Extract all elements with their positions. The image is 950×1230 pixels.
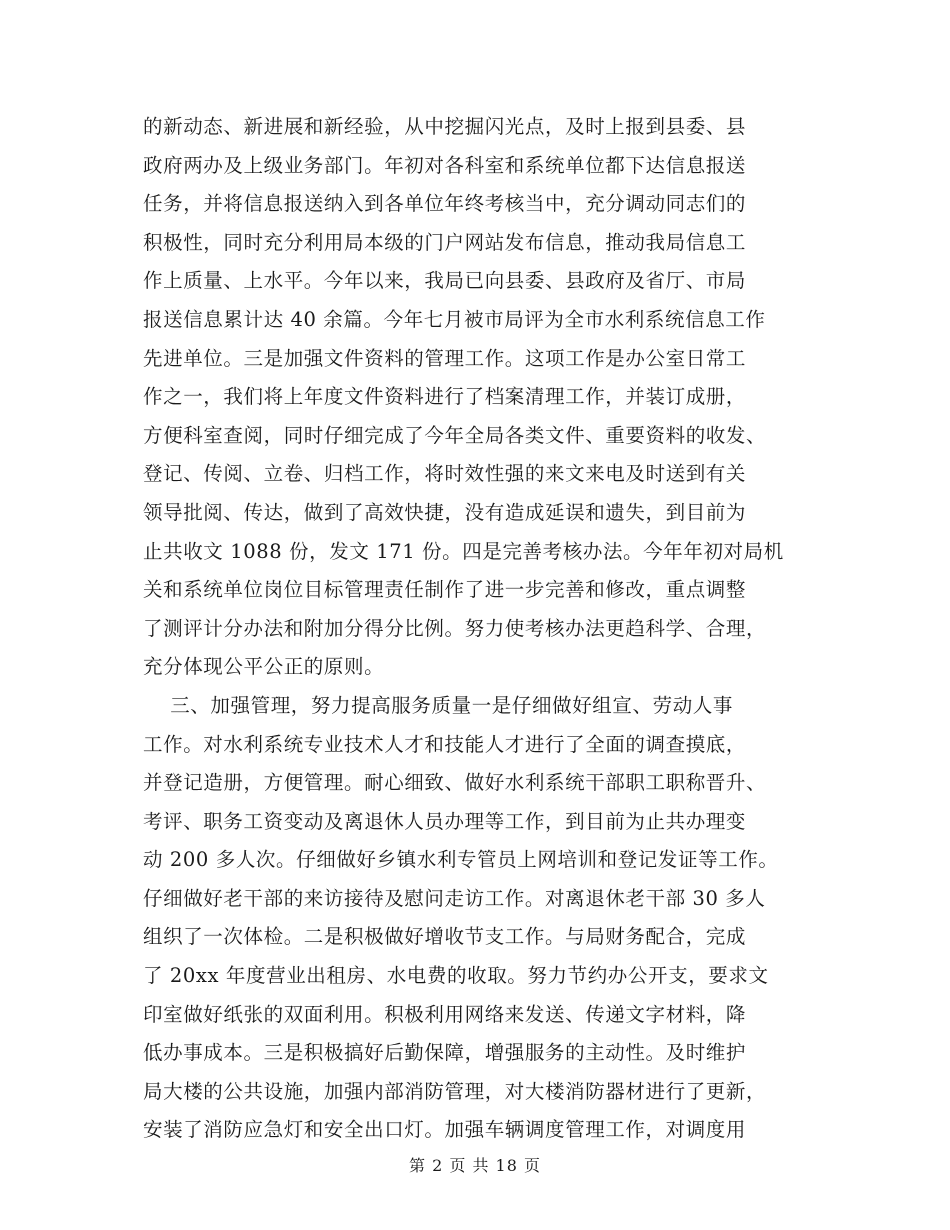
- text-line: 仔细做好老干部的来访接待及慰问走访工作。对离退休老干部 30 多人: [143, 886, 766, 910]
- text-line: 领导批阅、传达，做到了高效快捷，没有造成延误和遗失，到目前为: [143, 500, 747, 524]
- text-line: 任务，并将信息报送纳入到各单位年终考核当中，充分调动同志们的: [143, 192, 747, 216]
- text-line: 三、加强管理，努力提高服务质量一是仔细做好组宣、劳动人事: [143, 693, 733, 717]
- body-text: [143, 108, 813, 1150]
- text-line: 组织了一次体检。二是积极做好增收节支工作。与局财务配合，完成: [143, 925, 747, 949]
- text-line: 局大楼的公共设施，加强内部消防管理，对大楼消防器材进行了更新，: [143, 1079, 767, 1103]
- text-line: 充分体现公平公正的原则。: [143, 655, 385, 679]
- text-line: 先进单位。三是加强文件资料的管理工作。这项工作是办公室日常工: [143, 346, 747, 370]
- text-line: 了测评计分办法和附加分得分比例。努力使考核办法更趋科学、合理，: [143, 616, 767, 640]
- text-line: 安装了消防应急灯和安全出口灯。加强车辆调度管理工作，对调度用: [143, 1118, 747, 1142]
- text-line: 并登记造册，方便管理。耐心细致、做好水利系统干部职工职称晋升、: [143, 771, 767, 795]
- text-line: 印室做好纸张的双面利用。积极利用网络来发送、传递文字材料，降: [143, 1002, 747, 1026]
- text-line: 动 200 多人次。仔细做好乡镇水利专管员上网培训和登记发证等工作。: [143, 848, 779, 872]
- text-line: 了 20xx 年度营业出租房、水电费的收取。努力节约办公开支，要求文: [143, 964, 769, 988]
- text-line: 政府两办及上级业务部门。年初对各科室和系统单位都下达信息报送: [143, 153, 747, 177]
- text-line: 止共收文 1088 份，发文 171 份。四是完善考核办法。今年年初对局机: [143, 539, 784, 563]
- text-line: 关和系统单位岗位目标管理责任制作了进一步完善和修改，重点调整: [143, 578, 747, 602]
- text-line: 积极性，同时充分利用局本级的门户网站发布信息，推动我局信息工: [143, 230, 747, 254]
- page-number-footer: 第 2 页 共 18 页: [409, 1156, 541, 1175]
- text-line: 报送信息累计达 40 余篇。今年七月被市局评为全市水利系统信息工作: [143, 307, 766, 331]
- text-line: 工作。对水利系统专业技术人才和技能人才进行了全面的调查摸底，: [143, 732, 747, 756]
- text-line: 作上质量、上水平。今年以来，我局已向县委、县政府及省厅、市局: [143, 269, 747, 293]
- text-line: 低办事成本。三是积极搞好后勤保障，增强服务的主动性。及时维护: [143, 1041, 747, 1065]
- text-line: 考评、职务工资变动及离退休人员办理等工作，到目前为止共办理变: [143, 809, 747, 833]
- text-line: 的新动态、新进展和新经验，从中挖掘闪光点，及时上报到县委、县: [143, 115, 747, 138]
- text-line: 作之一，我们将上年度文件资料进行了档案清理工作，并装订成册，: [143, 385, 747, 409]
- text-line: 方便科室查阅，同时仔细完成了今年全局各类文件、重要资料的收发、: [143, 423, 767, 447]
- text-line: 登记、传阅、立卷、归档工作，将时效性强的来文来电及时送到有关: [143, 462, 747, 486]
